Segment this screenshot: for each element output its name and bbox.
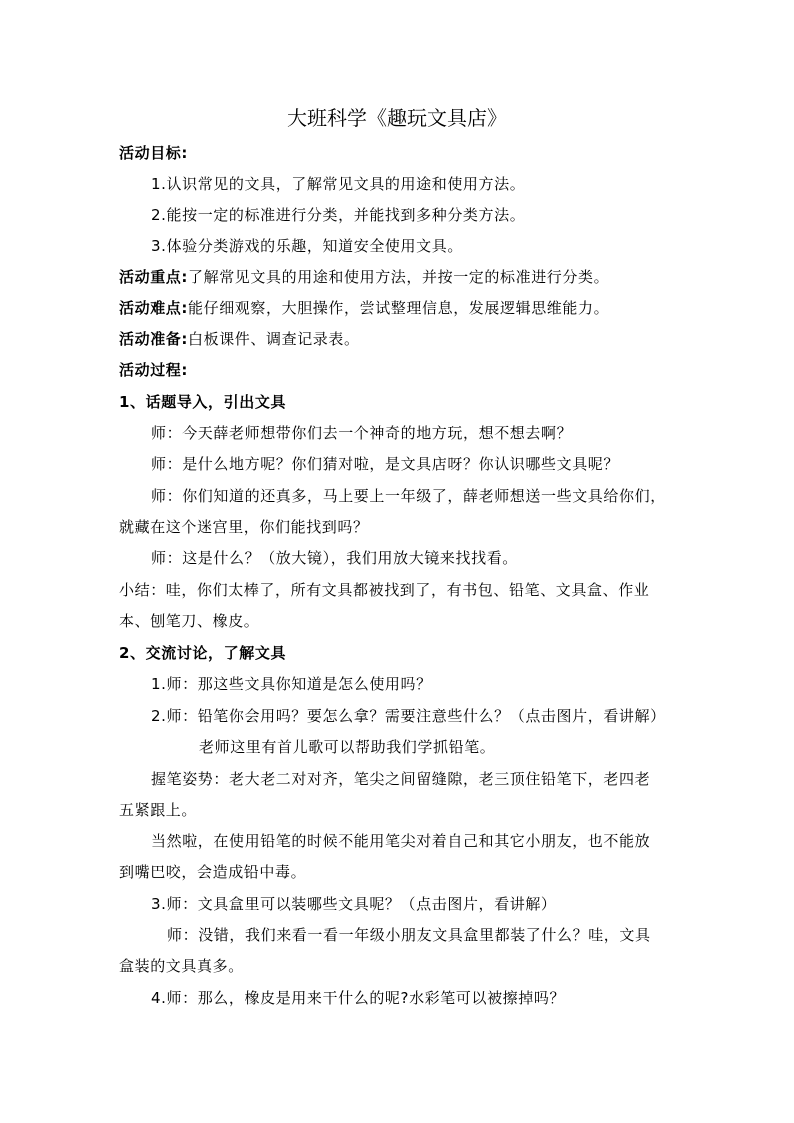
focus-text: 了解常见文具的用途和使用方法，并按一定的标准进行分类。 [188, 268, 610, 286]
s2-grip-a: 握笔姿势：老大老二对对齐，笔尖之间留缝隙，老三顶住铅笔下，老四老 [151, 770, 651, 788]
prep-line [119, 328, 360, 350]
s2-safety-b: 到嘴巴咬，会造成铅中毒。 [119, 863, 307, 881]
goal-1: 1.认识常见的文具，了解常见文具的用途和使用方法。 [151, 175, 526, 193]
section-1-heading: 1、话题导入，引出文具 [119, 393, 287, 411]
prep-label: 活动准备: [119, 330, 188, 348]
s2-question-3: 3.师：文具盒里可以装哪些文具呢？（点击图片，看讲解） [151, 895, 557, 913]
document-title: 大班科学《趣玩文具店》 [287, 106, 507, 130]
prep-text: 白板课件、调查记录表。 [188, 330, 360, 348]
s1-paragraph-3a: 师：你们知道的还真多，马上要上一年级了，薛老师想送一些文具给你们， [151, 487, 666, 505]
s2-question-4: 4.师：那么，橡皮是用来干什么的呢?水彩笔可以被擦掉吗？ [151, 989, 566, 1007]
difficulty-text: 能仔细观察，大胆操作，尝试整理信息，发展逻辑思维能力。 [188, 299, 610, 317]
section-2-heading: 2、交流讨论，了解文具 [119, 644, 287, 662]
s2-grip-b: 五紧跟上。 [119, 801, 198, 819]
process-heading: 活动过程: [119, 361, 188, 379]
s1-paragraph-2: 师：是什么地方呢？你们猜对啦，是文具店呀？你认识哪些文具呢？ [151, 455, 620, 473]
goals-heading: 活动目标: [119, 144, 188, 162]
s2-safety-a: 当然啦，在使用铅笔的时候不能用笔尖对着自己和其它小朋友，也不能放 [151, 832, 651, 850]
s2-question-2-song: 老师这里有首儿歌可以帮助我们学抓铅笔。 [199, 738, 496, 756]
s1-summary-b: 本、刨笔刀、橡皮。 [119, 612, 260, 630]
s2-answer-3a: 师：没错，我们来看一看一年级小朋友文具盒里都装了什么？哇，文具 [167, 926, 651, 944]
s2-answer-3b: 盒装的文具真多。 [119, 957, 244, 975]
goal-2: 2.能按一定的标准进行分类，并能找到多种分类方法。 [151, 206, 526, 224]
focus-line [119, 266, 609, 288]
s1-paragraph-4: 师：这是什么？（放大镜），我们用放大镜来找找看。 [151, 549, 518, 567]
difficulty-label: 活动难点: [119, 299, 188, 317]
s1-summary-a: 小结：哇，你们太棒了，所有文具都被找到了，有书包、铅笔、文具盒、作业 [119, 581, 650, 599]
s2-question-2: 2.师：铅笔你会用吗？要怎么拿？需要注意些什么？（点击图片，看讲解） [151, 707, 666, 725]
goal-3: 3.体验分类游戏的乐趣，知道安全使用文具。 [151, 237, 463, 255]
s2-question-1: 1.师：那这些文具你知道是怎么使用吗？ [151, 675, 432, 693]
s1-paragraph-3b: 就藏在这个迷宫里，你们能找到吗？ [119, 518, 369, 536]
focus-label: 活动重点: [119, 268, 188, 286]
difficulty-line [119, 297, 609, 319]
s1-paragraph-1: 师：今天薛老师想带你们去一个神奇的地方玩，想不想去啊？ [151, 424, 573, 442]
